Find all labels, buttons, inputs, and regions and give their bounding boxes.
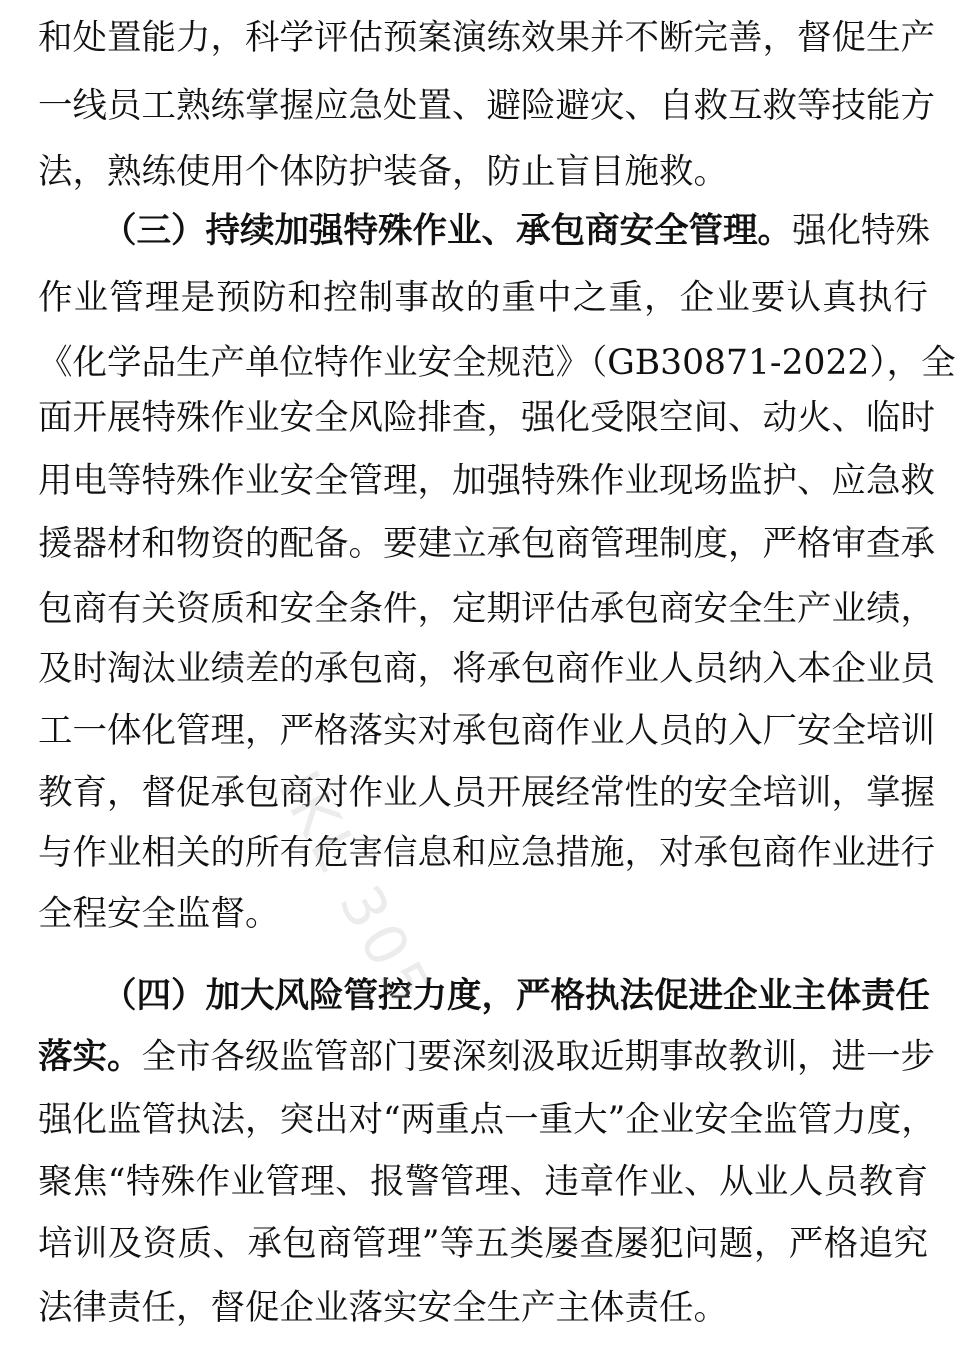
section-heading: （三）持续加强特殊作业、承包商安全管理。: [102, 211, 792, 251]
paragraph-line: 面开展特殊作业安全风险排查，强化受限空间、动火、临时: [38, 398, 935, 438]
paragraph-line: 和处置能力，科学评估预案演练效果并不断完善，督促生产: [38, 18, 935, 58]
paragraph-line: 强化监管执法，突出对“两重点一重大”企业安全监管力度，: [38, 1100, 936, 1140]
section-body-start: 全市各级监管部门要深刻汲取近期事故教训，进一步: [141, 1037, 935, 1077]
paragraph-line: 全程安全监督。: [38, 894, 280, 934]
section-body-start: 强化特殊: [792, 211, 930, 251]
paragraph-line: 培训及资质、承包商管理”等五类屡查屡犯问题，严格追究: [38, 1224, 928, 1264]
paragraph-line: 法律责任，督促企业落实安全生产主体责任。: [38, 1288, 728, 1328]
paragraph-line: 《化学品生产单位特作业安全规范》（GB30871-2022），全: [38, 343, 956, 383]
section-heading-line: [102, 211, 928, 251]
paragraph-line: 及时淘汰业绩差的承包商，将承包商作业人员纳入本企业员: [38, 649, 935, 689]
paragraph-line: 与作业相关的所有危害信息和应急措施，对承包商作业进行: [38, 833, 935, 873]
paragraph-line: 用电等特殊作业安全管理，加强特殊作业现场监护、应急救: [38, 461, 935, 501]
section-heading: （四）加大风险管控力度，严格执法促进企业主体责任: [102, 976, 930, 1016]
section-heading-end: 落实。: [38, 1037, 142, 1077]
paragraph-line: 援器材和物资的配备。要建立承包商管理制度，严格审查承: [38, 524, 935, 564]
paragraph-line: 法，熟练使用个体防护装备，防止盲目施救。: [38, 152, 728, 192]
paragraph-line: [38, 1037, 935, 1077]
paragraph-line: 作业管理是预防和控制事故的重中之重，企业要认真执行: [38, 278, 928, 318]
section-heading-line: [102, 976, 928, 1016]
paragraph-line: 包商有关资质和安全条件，定期评估承包商安全生产业绩，: [38, 589, 935, 629]
watermark: IKL 305: [264, 760, 447, 1021]
paragraph-line: 聚焦“特殊作业管理、报警管理、违章作业、从业人员教育: [38, 1162, 928, 1202]
paragraph-line: 工一体化管理，严格落实对承包商作业人员的入厂安全培训: [38, 711, 935, 751]
paragraph-line: 教育，督促承包商对作业人员开展经常性的安全培训，掌握: [38, 773, 935, 813]
paragraph-line: 一线员工熟练掌握应急处置、避险避灾、自救互救等技能方: [38, 86, 935, 126]
